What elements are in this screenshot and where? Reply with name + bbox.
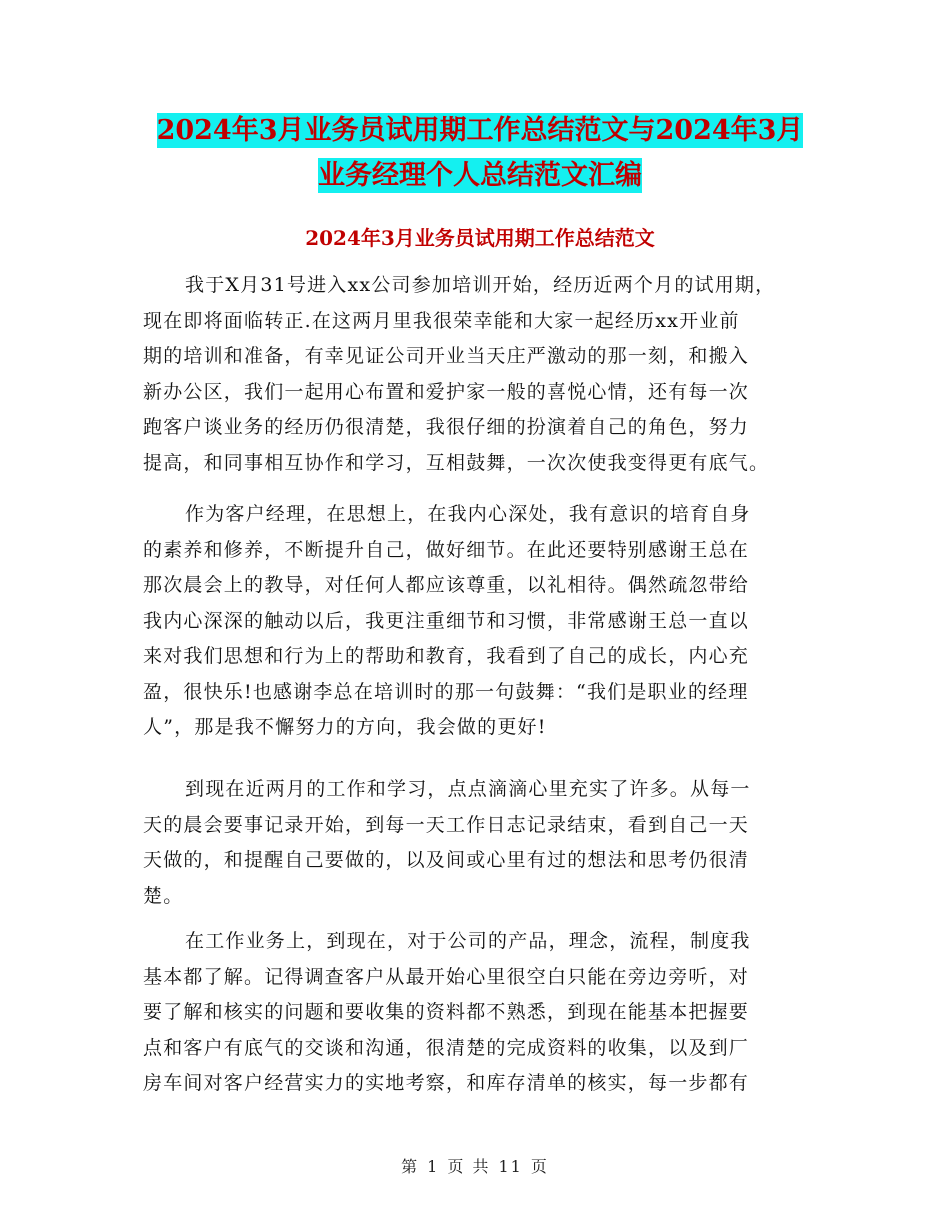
main-title-line-2-text: 业务经理个人总结范文汇编: [318, 160, 642, 191]
page-number: 1: [427, 1157, 440, 1176]
paragraph-line: 天做的，和提醒自己要做的，以及间或心里有过的想法和思考仍很清: [143, 849, 750, 871]
paragraph-line: 作为客户经理，在思想上，在我内心深处，我有意识的培育自身: [185, 503, 751, 525]
footer-mid: 页 共: [447, 1157, 491, 1176]
main-title-line-1-text: 2024年3月业务员试用期工作总结范文与2024年3月: [156, 115, 804, 146]
paragraph-line: 期的培训和准备，有幸见证公司开业当天庄严激动的那一刻，和搬入: [143, 345, 750, 367]
paragraph-2: [143, 497, 843, 746]
paragraph-line: 提高，和同事相互协作和学习，互相鼓舞，一次次使我变得更有底气。: [143, 451, 770, 474]
footer-prefix: 第: [401, 1157, 420, 1176]
main-title-line-2: [140, 153, 820, 199]
paragraph-line: 盈，很快乐!也感谢李总在培训时的那一句鼓舞：“我们是职业的经理: [143, 680, 749, 703]
page-footer: [0, 1154, 950, 1177]
paragraph-4: [143, 924, 843, 1102]
paragraph-line: 我内心深深的触动以后，我更注重细节和习惯，非常感谢王总一直以: [143, 609, 750, 632]
paragraph-line: 到现在近两月的工作和学习，点点滴滴心里充实了许多。从每一: [185, 778, 751, 800]
paragraph-line: 跑客户谈业务的经历仍很清楚，我很仔细的扮演着自己的角色，努力: [143, 416, 750, 438]
main-title-line-1: [140, 108, 820, 154]
paragraph-line: 的素养和修养，不断提升自己，做好细节。在此还要特别感谢王总在: [143, 538, 750, 561]
paragraph-line: 房车间对客户经营实力的实地考察，和库存清单的核实，每一步都有: [143, 1072, 750, 1094]
paragraph-line: 在工作业务上，到现在，对于公司的产品，理念，流程，制度我: [185, 930, 751, 952]
paragraph-line: 点和客户有底气的交谈和沟通，很清楚的完成资料的收集，以及到厂: [143, 1036, 750, 1059]
paragraph-line: 天的晨会要事记录开始，到每一天工作日志记录结束，看到自己一天: [143, 813, 750, 836]
paragraph-line: 楚。: [143, 884, 184, 907]
section-title: 2024年3月业务员试用期工作总结范文: [305, 226, 655, 250]
footer-suffix: 页: [530, 1157, 549, 1176]
paragraph-line: 新办公区，我们一起用心布置和爱护家一般的喜悦心情，还有每一次: [143, 380, 750, 403]
paragraph-line: 人”，那是我不懈努力的方向，我会做的更好!: [143, 716, 547, 738]
paragraph-3: [143, 772, 843, 914]
total-pages: 11: [498, 1157, 523, 1176]
paragraph-line: 来对我们思想和行为上的帮助和教育，我看到了自己的成长，内心充: [143, 645, 750, 667]
paragraph-line: 要了解和核实的问题和要收集的资料都不熟悉，到现在能基本把握要: [143, 1001, 750, 1023]
paragraph-line: 现在即将面临转正.在这两月里我很荣幸能和大家一起经历xx开业前: [143, 309, 740, 332]
paragraph-line: 基本都了解。记得调查客户从最开始心里很空白只能在旁边旁听，对: [143, 965, 750, 988]
paragraph-line: 我于X月31号进入xx公司参加培训开始，经历近两个月的试用期，: [185, 274, 776, 296]
paragraph-line: 那次晨会上的教导，对任何人都应该尊重，以礼相待。偶然疏忽带给: [143, 574, 750, 596]
paragraph-1: [143, 268, 843, 481]
